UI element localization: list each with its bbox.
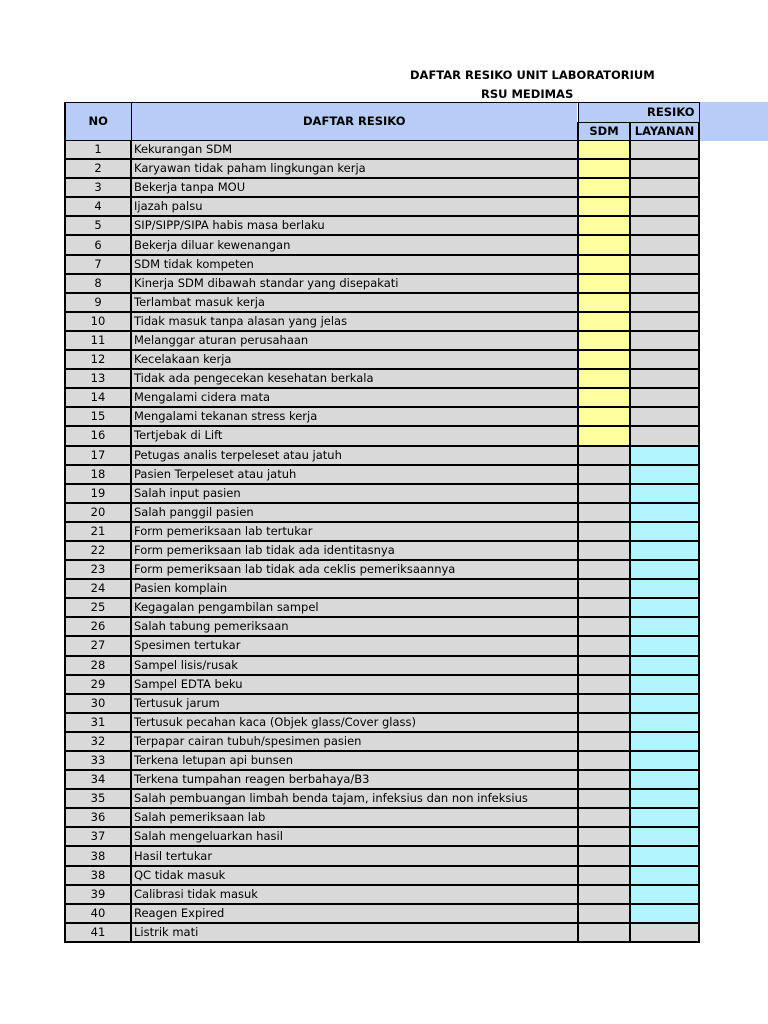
sdm-cell bbox=[578, 522, 630, 541]
table-row bbox=[65, 885, 699, 904]
row-number: 17 bbox=[65, 446, 131, 465]
risk-description: Listrik mati bbox=[131, 923, 578, 942]
row-number: 22 bbox=[65, 541, 131, 560]
risk-description: Spesimen tertukar bbox=[131, 636, 578, 655]
table-row bbox=[65, 827, 699, 846]
risk-description: Salah pemeriksaan lab bbox=[131, 808, 578, 827]
table-row bbox=[65, 694, 699, 713]
table-row bbox=[65, 235, 699, 254]
sdm-cell bbox=[578, 541, 630, 560]
sdm-cell bbox=[578, 293, 630, 312]
table-row bbox=[65, 770, 699, 789]
table-row bbox=[65, 255, 699, 274]
risk-description: Form pemeriksaan lab tertukar bbox=[131, 522, 578, 541]
risk-description: Tertusuk pecahan kaca (Objek glass/Cover glass) bbox=[131, 713, 578, 732]
column-header-daftar-resiko: DAFTAR RESIKO bbox=[131, 103, 578, 141]
table-row bbox=[65, 732, 699, 751]
row-number: 12 bbox=[65, 350, 131, 369]
row-number: 21 bbox=[65, 522, 131, 541]
table-row bbox=[65, 388, 699, 407]
sdm-cell bbox=[578, 885, 630, 904]
risk-description: Petugas analis terpeleset atau jatuh bbox=[131, 446, 578, 465]
layanan-cell bbox=[630, 465, 699, 484]
risk-table bbox=[64, 102, 700, 943]
layanan-cell bbox=[630, 312, 699, 331]
sdm-cell bbox=[578, 617, 630, 636]
row-number: 1 bbox=[65, 141, 131, 160]
table-row bbox=[65, 407, 699, 426]
layanan-cell bbox=[630, 274, 699, 293]
row-number: 8 bbox=[65, 274, 131, 293]
sdm-cell bbox=[578, 331, 630, 350]
layanan-cell bbox=[630, 846, 699, 865]
sdm-cell bbox=[578, 159, 630, 178]
risk-description: QC tidak masuk bbox=[131, 866, 578, 885]
sdm-cell bbox=[578, 426, 630, 445]
table-row bbox=[65, 312, 699, 331]
layanan-cell bbox=[630, 713, 699, 732]
layanan-cell bbox=[630, 331, 699, 350]
layanan-cell bbox=[630, 598, 699, 617]
sdm-cell bbox=[578, 312, 630, 331]
row-number: 31 bbox=[65, 713, 131, 732]
row-number: 4 bbox=[65, 197, 131, 216]
layanan-cell bbox=[630, 617, 699, 636]
layanan-cell bbox=[630, 560, 699, 579]
row-number: 40 bbox=[65, 904, 131, 923]
table-row bbox=[65, 484, 699, 503]
risk-description: Salah pembuangan limbah benda tajam, infeksius dan non infeksius bbox=[131, 789, 578, 808]
table-row bbox=[65, 141, 699, 160]
table-row bbox=[65, 598, 699, 617]
row-number: 7 bbox=[65, 255, 131, 274]
layanan-cell bbox=[630, 484, 699, 503]
table-row bbox=[65, 197, 699, 216]
row-number: 23 bbox=[65, 560, 131, 579]
table-row bbox=[65, 579, 699, 598]
row-number: 3 bbox=[65, 178, 131, 197]
row-number: 9 bbox=[65, 293, 131, 312]
layanan-cell bbox=[630, 216, 699, 235]
risk-description: Kekurangan SDM bbox=[131, 141, 578, 160]
table-row bbox=[65, 846, 699, 865]
row-number: 19 bbox=[65, 484, 131, 503]
row-number: 41 bbox=[65, 923, 131, 942]
table-row bbox=[65, 541, 699, 560]
layanan-cell bbox=[630, 866, 699, 885]
layanan-cell bbox=[630, 579, 699, 598]
sdm-cell bbox=[578, 503, 630, 522]
sdm-cell bbox=[578, 141, 630, 160]
risk-description: Pasien Terpeleset atau jatuh bbox=[131, 465, 578, 484]
row-number: 13 bbox=[65, 369, 131, 388]
sdm-cell bbox=[578, 369, 630, 388]
row-number: 27 bbox=[65, 636, 131, 655]
risk-description: Reagen Expired bbox=[131, 904, 578, 923]
sdm-cell bbox=[578, 923, 630, 942]
risk-description: Hasil tertukar bbox=[131, 846, 578, 865]
row-number: 14 bbox=[65, 388, 131, 407]
layanan-cell bbox=[630, 369, 699, 388]
layanan-cell bbox=[630, 636, 699, 655]
risk-description: Bekerja tanpa MOU bbox=[131, 178, 578, 197]
layanan-cell bbox=[630, 923, 699, 942]
layanan-cell bbox=[630, 827, 699, 846]
table-row bbox=[65, 159, 699, 178]
sdm-cell bbox=[578, 350, 630, 369]
row-number: 30 bbox=[65, 694, 131, 713]
risk-description: Mengalami cidera mata bbox=[131, 388, 578, 407]
risk-description: Karyawan tidak paham lingkungan kerja bbox=[131, 159, 578, 178]
row-number: 35 bbox=[65, 789, 131, 808]
risk-description: Form pemeriksaan lab tidak ada identitasnya bbox=[131, 541, 578, 560]
row-number: 10 bbox=[65, 312, 131, 331]
row-number: 29 bbox=[65, 675, 131, 694]
table-row bbox=[65, 751, 699, 770]
sdm-cell bbox=[578, 656, 630, 675]
layanan-cell bbox=[630, 293, 699, 312]
sdm-cell bbox=[578, 465, 630, 484]
risk-description: Kinerja SDM dibawah standar yang disepakati bbox=[131, 274, 578, 293]
sdm-cell bbox=[578, 235, 630, 254]
row-number: 11 bbox=[65, 331, 131, 350]
layanan-cell bbox=[630, 446, 699, 465]
column-header-sdm: SDM bbox=[578, 123, 630, 141]
sdm-cell bbox=[578, 694, 630, 713]
row-number: 38 bbox=[65, 846, 131, 865]
layanan-cell bbox=[630, 407, 699, 426]
row-number: 33 bbox=[65, 751, 131, 770]
sdm-cell bbox=[578, 197, 630, 216]
row-number: 39 bbox=[65, 885, 131, 904]
sdm-cell bbox=[578, 407, 630, 426]
sdm-cell bbox=[578, 636, 630, 655]
column-header-resiko: RESIKO bbox=[578, 103, 699, 123]
row-number: 36 bbox=[65, 808, 131, 827]
table-row bbox=[65, 465, 699, 484]
table-row bbox=[65, 369, 699, 388]
row-number: 32 bbox=[65, 732, 131, 751]
layanan-cell bbox=[630, 350, 699, 369]
header-fill-extension bbox=[698, 102, 768, 141]
row-number: 24 bbox=[65, 579, 131, 598]
row-number: 2 bbox=[65, 159, 131, 178]
table-row bbox=[65, 216, 699, 235]
table-row bbox=[65, 426, 699, 445]
sdm-cell bbox=[578, 808, 630, 827]
table-row bbox=[65, 446, 699, 465]
layanan-cell bbox=[630, 388, 699, 407]
layanan-cell bbox=[630, 770, 699, 789]
layanan-cell bbox=[630, 675, 699, 694]
table-row bbox=[65, 522, 699, 541]
sdm-cell bbox=[578, 770, 630, 789]
row-number: 25 bbox=[65, 598, 131, 617]
table-row bbox=[65, 350, 699, 369]
table-row bbox=[65, 636, 699, 655]
layanan-cell bbox=[630, 541, 699, 560]
risk-description: Salah mengeluarkan hasil bbox=[131, 827, 578, 846]
sdm-cell bbox=[578, 675, 630, 694]
sdm-cell bbox=[578, 904, 630, 923]
risk-description: Form pemeriksaan lab tidak ada ceklis pemeriksaannya bbox=[131, 560, 578, 579]
sdm-cell bbox=[578, 827, 630, 846]
risk-description: Bekerja diluar kewenangan bbox=[131, 235, 578, 254]
layanan-cell bbox=[630, 808, 699, 827]
table-row bbox=[65, 503, 699, 522]
column-header-no: NO bbox=[65, 103, 131, 141]
document-title: DAFTAR RESIKO UNIT LABORATORIUM bbox=[410, 68, 655, 82]
layanan-cell bbox=[630, 235, 699, 254]
risk-description: Pasien komplain bbox=[131, 579, 578, 598]
risk-description: Tertusuk jarum bbox=[131, 694, 578, 713]
document-subtitle: RSU MEDIMAS bbox=[481, 87, 574, 101]
layanan-cell bbox=[630, 732, 699, 751]
sdm-cell bbox=[578, 713, 630, 732]
risk-description: Calibrasi tidak masuk bbox=[131, 885, 578, 904]
sdm-cell bbox=[578, 560, 630, 579]
row-number: 6 bbox=[65, 235, 131, 254]
sdm-cell bbox=[578, 446, 630, 465]
sdm-cell bbox=[578, 579, 630, 598]
layanan-cell bbox=[630, 178, 699, 197]
column-header-layanan: LAYANAN bbox=[630, 123, 699, 141]
sdm-cell bbox=[578, 274, 630, 293]
table-row bbox=[65, 789, 699, 808]
layanan-cell bbox=[630, 885, 699, 904]
sdm-cell bbox=[578, 789, 630, 808]
table-row bbox=[65, 808, 699, 827]
table-row bbox=[65, 904, 699, 923]
risk-description: Melanggar aturan perusahaan bbox=[131, 331, 578, 350]
risk-description: Terpapar cairan tubuh/spesimen pasien bbox=[131, 732, 578, 751]
sdm-cell bbox=[578, 866, 630, 885]
layanan-cell bbox=[630, 141, 699, 160]
row-number: 38 bbox=[65, 866, 131, 885]
sdm-cell bbox=[578, 484, 630, 503]
row-number: 18 bbox=[65, 465, 131, 484]
layanan-cell bbox=[630, 789, 699, 808]
risk-description: Salah panggil pasien bbox=[131, 503, 578, 522]
table-row bbox=[65, 866, 699, 885]
risk-description: Sampel lisis/rusak bbox=[131, 656, 578, 675]
sdm-cell bbox=[578, 255, 630, 274]
layanan-cell bbox=[630, 904, 699, 923]
table-row bbox=[65, 293, 699, 312]
layanan-cell bbox=[630, 426, 699, 445]
table-row bbox=[65, 560, 699, 579]
table-row bbox=[65, 617, 699, 636]
risk-description: Mengalami tekanan stress kerja bbox=[131, 407, 578, 426]
row-number: 15 bbox=[65, 407, 131, 426]
risk-description: Tertjebak di Lift bbox=[131, 426, 578, 445]
layanan-cell bbox=[630, 197, 699, 216]
risk-description: Terkena letupan api bunsen bbox=[131, 751, 578, 770]
table-row bbox=[65, 675, 699, 694]
risk-description: Salah tabung pemeriksaan bbox=[131, 617, 578, 636]
sdm-cell bbox=[578, 732, 630, 751]
layanan-cell bbox=[630, 656, 699, 675]
layanan-cell bbox=[630, 255, 699, 274]
layanan-cell bbox=[630, 159, 699, 178]
sdm-cell bbox=[578, 846, 630, 865]
risk-description: SDM tidak kompeten bbox=[131, 255, 578, 274]
row-number: 34 bbox=[65, 770, 131, 789]
risk-description: Tidak masuk tanpa alasan yang jelas bbox=[131, 312, 578, 331]
risk-description: Sampel EDTA beku bbox=[131, 675, 578, 694]
layanan-cell bbox=[630, 694, 699, 713]
sdm-cell bbox=[578, 751, 630, 770]
table-row bbox=[65, 656, 699, 675]
table-row bbox=[65, 923, 699, 942]
risk-description: Tidak ada pengecekan kesehatan berkala bbox=[131, 369, 578, 388]
risk-description: Terkena tumpahan reagen berbahaya/B3 bbox=[131, 770, 578, 789]
sdm-cell bbox=[578, 598, 630, 617]
sdm-cell bbox=[578, 216, 630, 235]
table-row bbox=[65, 274, 699, 293]
table-header-row bbox=[65, 103, 699, 123]
layanan-cell bbox=[630, 751, 699, 770]
risk-description: Terlambat masuk kerja bbox=[131, 293, 578, 312]
table-row bbox=[65, 713, 699, 732]
layanan-cell bbox=[630, 503, 699, 522]
risk-description: Kegagalan pengambilan sampel bbox=[131, 598, 578, 617]
row-number: 20 bbox=[65, 503, 131, 522]
risk-description: Salah input pasien bbox=[131, 484, 578, 503]
risk-description: Kecelakaan kerja bbox=[131, 350, 578, 369]
risk-description: Ijazah palsu bbox=[131, 197, 578, 216]
row-number: 37 bbox=[65, 827, 131, 846]
sdm-cell bbox=[578, 388, 630, 407]
risk-description: SIP/SIPP/SIPA habis masa berlaku bbox=[131, 216, 578, 235]
row-number: 5 bbox=[65, 216, 131, 235]
row-number: 26 bbox=[65, 617, 131, 636]
table-row bbox=[65, 331, 699, 350]
layanan-cell bbox=[630, 522, 699, 541]
row-number: 28 bbox=[65, 656, 131, 675]
row-number: 16 bbox=[65, 426, 131, 445]
table-row bbox=[65, 178, 699, 197]
sdm-cell bbox=[578, 178, 630, 197]
